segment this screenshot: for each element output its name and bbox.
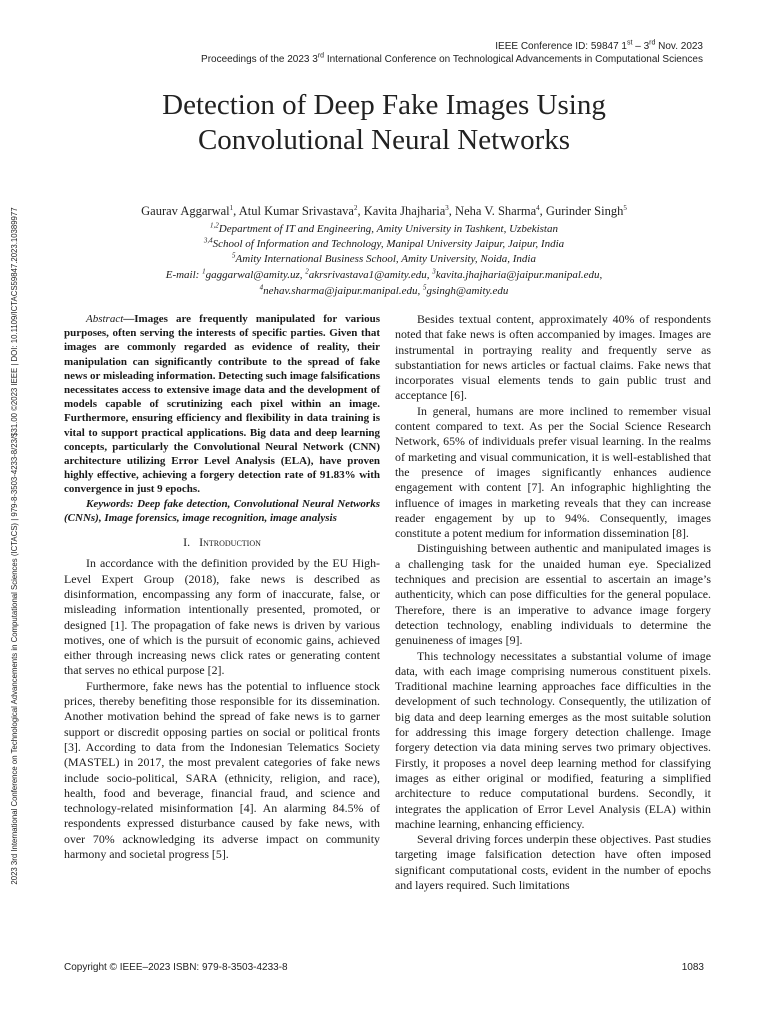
paragraph: In accordance with the definition provided by the EU High-Level Expert Group (2018), fake news is described as disinformation, encompassing any form of inaccurate, false, or misleading information intentionally presented, promoted, or designed [1]. The propagation of fake news is driven by various motives, one of which is the pursuit of economic gains, achieved either through increasing news click rates or generating content that serves no ethical purpose [2]. [64, 556, 380, 678]
abstract-label: Abstract [86, 313, 124, 325]
email-line-2: $^4$nehav.sharma@jaipur.manipal.edu, $^5$gsingh@amity.edu [259, 283, 509, 297]
paragraph: Several driving forces underpin these objectives. Past studies targeting image falsification detection have often imposed significant computational costs, evident in the number of epochs and layers required. Such limitations [395, 832, 711, 892]
title-line-1: Detection of Deep Fake Images Using [162, 89, 606, 121]
affiliation-2: $^{3,4}$School of Information and Technology, Manipal University Jaipur, Jaipur, India [203, 236, 565, 250]
keywords: Keywords: Deep fake detection, Convolutional Neural Networks (CNNs), Image forensics, image recognition, image analysis [64, 497, 380, 524]
authors-line: Gaurav Aggarwal$^1$, Atul Kumar Srivastava$^2$, Kavita Jhajharia$^3$, Neha V. Sharma$^4$, Gurinder Singh$^5$ [141, 203, 627, 218]
doi-sidebar-text: 2023 3rd International Conference on Technological Advancements in Computational Sciences (ICTACS) | 979-8-3503-4233-8/23/$31.00 ©2023 IEEE | DOI: 10.1109/ICTACS59847.2023.10389977 [10, 207, 19, 885]
abstract-text: —Images are frequently manipulated for various purposes, often serving the interests of specific parties. Given that images are commonly regarded as evidence of reality, their manipulation can significantly contribute to the spread of fake news or misleading information. Detecting such image falsifications necessitates access to extensive image data and the development of models capable of scrutinizing each pixel within an image. Furthermore, ensuring efficiency and flexibility in data training is vital to support practical applications. Big data and deep learning concepts, particularly the Convolutional Neural Network (CNN) architecture utilizing Error Level Analysis (ELA), have proven highly effective, achieving a forgery detection rate of 91.83% with convergence in just 9 epochs. [64, 313, 380, 496]
paper-title [60, 88, 708, 158]
left-column [64, 312, 380, 862]
abstract [64, 312, 380, 497]
copyright-footer: Copyright © IEEE–2023 ISBN: 979-8-3503-4233-8 [64, 962, 288, 973]
paragraph: This technology necessitates a substantial volume of image data, with each image comprising numerous constituent pixels. Traditional machine learning approaches face difficulties in the development of such technology. Consequently, the utilization of big data and deep learning emerges as the most suitable solution for addressing this image forgery detection challenge. Image forgery detection via data mining serves two primary objectives. Firstly, it proposes a novel deep learning method for classifying images as either original or modified, featuring a simplified architecture to reduce computational burdens. Secondly, it integrates the application of Error Level Analysis (ELA) within machine learning, enhancing efficiency. [395, 648, 711, 831]
section-heading-introduction [64, 535, 380, 550]
affiliation-1: $^{1,2}$Department of IT and Engineering, Amity University in Tashkent, Uzbekistan [210, 221, 558, 235]
section-number: I. [183, 535, 191, 550]
affiliation-3: $^5$Amity International Business School, Amity University, Noida, India [232, 251, 536, 265]
right-column [395, 312, 711, 893]
title-line-2: Convolutional Neural Networks [197, 124, 571, 156]
email-line-1: E-mail: $^1$gaggarwal@amity.uz, $^2$akrsrivastava1@amity.edu, $^3$kavita.jhajharia@jaipur.manipal.edu, [165, 267, 603, 281]
proceedings-header: Proceedings of the 2023 3rd International Conference on Technological Advancements in Computational Sciences [201, 52, 703, 65]
paragraph: Distinguishing between authentic and manipulated images is a challenging task for the unaided human eye. Specialized techniques and precision are essential to ascertain an image’s authenticity, which can pose difficulties for the general populace. Therefore, there is an imperative to advance image forgery detection technology, enabling individuals to determine the genuineness of images [9]. [395, 541, 711, 648]
conference-id-header: IEEE Conference ID: 59847 1st – 3rd Nov. 2023 [495, 39, 703, 52]
doi-sidebar [2, 130, 18, 972]
page-number: 1083 [681, 962, 704, 973]
paragraph: In general, humans are more inclined to remember visual content compared to text. As per the Social Science Research Network, 65% of individuals prefer visual learning. In the realms of marketing and visual communication, it is well-established that the presence of images significantly enhances audience engagement with content [7]. An infographic highlighting the influence of images in marketing reveals that they can increase reader engagement by up to 94%. Consequently, images constitute a potent medium for information dissemination [8]. [395, 403, 711, 541]
paragraph: Besides textual content, approximately 40% of respondents noted that fake news is often accompanied by images. Images are instrumental in portraying reality and frequently serve as substantiation for news articles or factual claims. Fake news that incorporates visual elements tends to gain public trust and acceptance [6]. [395, 312, 711, 403]
section-title: Introduction [199, 535, 261, 550]
paragraph: Furthermore, fake news has the potential to influence stock prices, thereby benefiting those responsible for its dissemination. Another motivation behind the spread of fake news is to garner support or discredit opposing parties on social or political fronts [3]. According to data from the Indonesian Telematics Society (MASTEL) in 2017, the most prevalent categories of fake news include socio-political, SARA (ethnicity, religion, and race), health, food and beverage, financial fraud, and science and technology-related misinformation [4]. An alarming 84.5% of respondents expressed disturbance caused by fake news, with over 70% acknowledging its adverse impact on community harmony and societal progress [5]. [64, 678, 380, 861]
